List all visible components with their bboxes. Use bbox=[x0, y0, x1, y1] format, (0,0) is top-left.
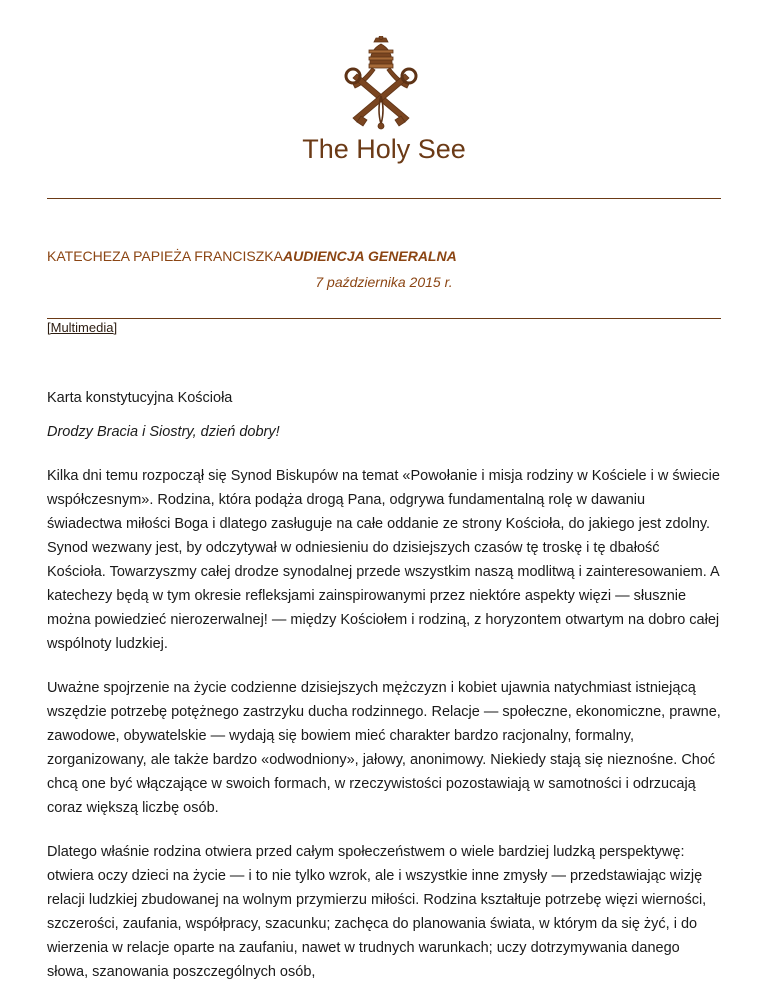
site-title[interactable]: The Holy See bbox=[302, 134, 466, 164]
article-paragraph: Dlatego właśnie rodzina otwiera przed całym społeczeństwem o wiele bardziej ludzką perspektywę: otwiera oczy dzieci na życie — i to nie tylko wzrok, ale i wszystkie inne zmysły — przedstawiając wizję relacji ludzkiej zbudowanej na wolnym przymierzu miłości. Rodzina kształtuje potrzebę więzi wierności, szczerości, zaufania, współpracy, szacunku; zachęca do planowania świata, w którym da się żyć, i do wierzenia w relacje oparte na zaufaniu, nawet w trudnych warunkach; uczy dotrzymywania danego słowa, szanowania poszczególnych osób, bbox=[47, 844, 707, 980]
header-divider bbox=[47, 198, 721, 199]
papal-coat-of-arms-icon bbox=[339, 36, 423, 132]
section-divider bbox=[47, 318, 721, 319]
article-title: Karta konstytucyjna Kościoła bbox=[47, 390, 233, 406]
article-paragraph: Uważne spojrzenie na życie codzienne dzisiejszych mężczyzn i kobiet ujawnia natychmiast istniejącą wszędzie potrzebę potężnego zastrzyku ducha rodzinnego. Relacje — społeczne, ekonomiczne, prawne, zawodowe, obywatelskie — wydają się bowiem mieć charakter bardzo racjonalny, formalny, zorganizowany, ale także bardzo «odwodniony», jałowy, anonimowy. Niekiedy stają się nieznośne. Choć chcą one być włączające w swoich formach, w rzeczywistości pozostawiają w samotności i odrzucają coraz większą liczbę osób. bbox=[47, 680, 721, 816]
catechesis-heading bbox=[47, 248, 457, 264]
article-paragraph: Kilka dni temu rozpoczął się Synod Biskupów na temat «Powołanie i misja rodziny w Kościele i w świecie współczesnym». Rodzina, która podąża drogą Pana, odgrywa fundamentalną rolę w dawaniu świadectwa miłości Boga i dlatego zasługuje na całe oddanie ze strony Kościoła, do jakiego jest zdolny. Synod wezwany jest, by odczytywał w odniesieniu do dzisiejszych czasów tę troskę i tę dbałość Kościoła. Towarzyszmy całej drodze synodalnej przede wszystkim naszą modlitwą i zainteresowaniem. A katechezy będą w tym okresie refleksjami zainspirowanymi przez niektóre aspekty więzi — słusznie można powiedzieć nierozerwalnej! — między Kościołem i rodziną, z horyzontem otwartym na dobro całej wspólnoty ludzkiej. bbox=[47, 468, 720, 652]
article-body bbox=[47, 386, 721, 1004]
heading-part2: AUDIENCJA GENERALNA bbox=[282, 248, 457, 264]
heading-part1: KATECHEZA PAPIEŻA FRANCISZKA bbox=[47, 248, 283, 264]
article-greeting: Drodzy Bracia i Siostry, dzień dobry! bbox=[47, 424, 280, 440]
audience-date: 7 października 2015 r. bbox=[315, 274, 453, 290]
multimedia-link[interactable]: [Multimedia] bbox=[47, 320, 118, 335]
